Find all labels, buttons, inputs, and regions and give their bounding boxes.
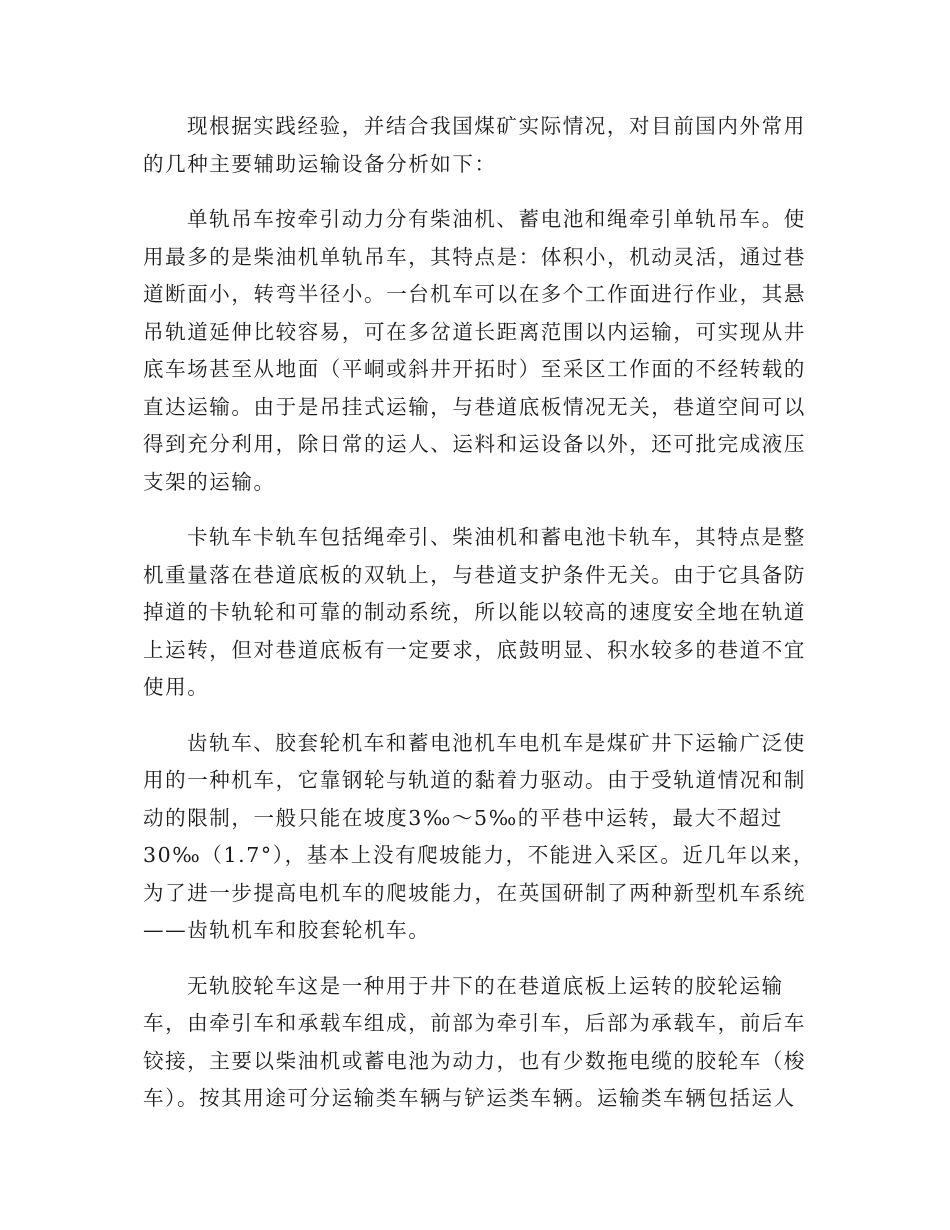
text-line: 无轨胶轮车这是一种用于井下的在巷道底板上运转的胶轮运输 bbox=[187, 973, 784, 998]
text-line: 使用。 bbox=[143, 675, 210, 699]
text-line: ——齿轨机车和胶套轮机车。 bbox=[143, 918, 431, 942]
text-line: 单轨吊车按牵引动力分有柴油机、蓄电池和绳牵引单轨吊车。使 bbox=[187, 207, 806, 231]
text-line: 30‰（1.7°），基本上没有爬坡能力，不能进入采区。近几年以来， bbox=[143, 843, 815, 867]
text-line: 上运转，但对巷道底板有一定要求，底鼓明显、积水较多的巷道不宜 bbox=[143, 637, 806, 662]
text-line: 掉道的卡轨轮和可靠的制动系统，所以能以较高的速度安全地在轨道 bbox=[143, 600, 806, 624]
paragraph-rack-locomotive bbox=[143, 725, 815, 950]
text-line: 用最多的是柴油机单轨吊车，其特点是：体积小，机动灵活，通过巷 bbox=[143, 244, 806, 269]
text-line: 车）。按其用途可分运输类车辆与铲运类车辆。运输类车辆包括运人 bbox=[143, 1086, 796, 1110]
text-line: 车，由牵引车和承载车组成，前部为牵引车，后部为承载车，前后车 bbox=[143, 1011, 806, 1035]
text-line: 现根据实践经验，并结合我国煤矿实际情况，对目前国内外常用 bbox=[187, 114, 806, 138]
paragraph-rail-car bbox=[143, 519, 806, 707]
text-line: 直达运输。由于是吊挂式运输，与巷道底板情况无关，巷道空间可以 bbox=[143, 394, 806, 419]
document-body bbox=[143, 108, 815, 1136]
text-line: 的几种主要辅助运输设备分析如下： bbox=[143, 151, 497, 176]
text-line: 动的限制，一般只能在坡度3‰～5‰的平巷中运转，最大不超过 bbox=[143, 805, 783, 830]
text-line: 底车场甚至从地面（平峒或斜井开拓时）至采区工作面的不经转载的 bbox=[143, 357, 806, 381]
text-line: 齿轨车、胶套轮机车和蓄电池机车电机车是煤矿井下运输广泛使 bbox=[187, 730, 806, 755]
text-line: 吊轨道延伸比较容易，可在多岔道长距离范围以内运输，可实现从井 bbox=[143, 319, 806, 344]
text-line: 卡轨车卡轨车包括绳牵引、柴油机和蓄电池卡轨车，其特点是整 bbox=[187, 525, 806, 549]
paragraph-trackless-vehicle bbox=[143, 968, 806, 1118]
text-line: 支架的运输。 bbox=[143, 469, 276, 494]
text-line: 铰接，主要以柴油机或蓄电池为动力，也有少数拖电缆的胶轮车（梭 bbox=[143, 1048, 806, 1073]
text-line: 用的一种机车，它靠钢轮与轨道的黏着力驱动。由于受轨道情况和制 bbox=[143, 768, 806, 792]
text-line: 为了进一步提高电机车的爬坡能力，在英国研制了两种新型机车系统 bbox=[143, 880, 806, 905]
text-line: 得到充分利用，除日常的运人、运料和运设备以外，还可批完成液压 bbox=[143, 432, 806, 456]
text-line: 机重量落在巷道底板的双轨上，与巷道支护条件无关。由于它具备防 bbox=[143, 562, 806, 587]
text-line: 道断面小，转弯半径小。一台机车可以在多个工作面进行作业，其悬 bbox=[143, 282, 806, 306]
paragraph-intro bbox=[143, 108, 806, 183]
paragraph-monorail bbox=[143, 201, 806, 501]
